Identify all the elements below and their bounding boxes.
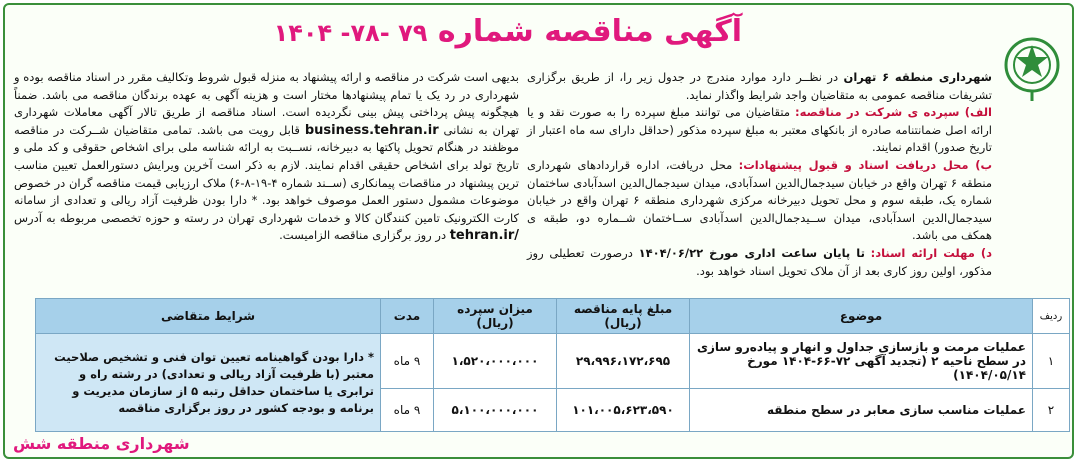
header-deposit: میزان سپرده (ریال) xyxy=(434,299,557,334)
terms-text: بدیهی است شرکت در مناقصه و ارائه پیشنهاد به منزله قبول شروط وتکالیف مقرر در اسناد مناقصه بوده و شهرداری در رد یک یا تمام پیشنهادها مختار است و هزینه آگهی به عهده برندگان مناقصه می باشد. ضمناً هیچگونه پیش پرداختی پیش بینی نگردیده است. اسناد مناقصه از طریق تالار آگهی معاملات شهرداری تهران به نشانی xyxy=(14,70,520,137)
municipality-logo-icon xyxy=(1002,35,1062,105)
row-subject: عملیات مرمت و بازسازی جداول و انهار و پیاده‌رو سازی در سطح ناحیه ۲ (تجدید آگهی ۷۲-۶۶-۱۴۰۴ مورخ ۱۴۰۴/۰۵/۱۴) xyxy=(690,334,1033,389)
tender-ad xyxy=(3,3,1074,459)
intro-bold: شهرداری منطقه ۶ تهران xyxy=(843,70,992,84)
tehran-site-link[interactable]: tehran.ir/ xyxy=(449,228,519,244)
instruction-text: لازم به ذکر است آخرین ویرایش دستورالعمل تعیین مناسب ترین پیشنهاد در مناقصات پیمانکاری (ســند شماره ۴-۱۹-۸-۶) ملاک ارزیابی قیمت مناقصه گران در خصوص موضوعات مشمول دستور العمل موصوف خواهد بود. * دارا بودن ظرفیت آزاد ریالی و تعدادی از سامانه کارت الکترونیک تامین کنندگان کالا و خدمات شهرداری تهران در رسته و حوزه تخصصی مربوطه به آدرس xyxy=(14,157,519,225)
row-base-amount: ۱۰۱،۰۰۵،۶۲۳،۵۹۰ xyxy=(557,389,690,432)
header-duration: مدت xyxy=(381,299,434,334)
deadline-date: تا پایان ساعت اداری مورخ ۱۴۰۴/۰۶/۲۲ xyxy=(638,245,865,260)
header-subject: موضوع xyxy=(690,299,1033,334)
row-base-amount: ۲۹،۹۹۶،۱۷۲،۶۹۵ xyxy=(557,334,690,389)
tender-table xyxy=(35,298,1070,432)
right-text-column xyxy=(527,69,992,280)
row-deposit: ۵،۱۰۰،۰۰۰،۰۰۰ xyxy=(434,389,557,432)
header-base-amount: مبلغ پایه مناقصه (ریال) xyxy=(557,299,690,334)
deadline-text: درصورت تعطیلی روز مذکور، اولین روز کاری بعد از آن ملاک تحویل اسناد خواهد بود. xyxy=(527,245,992,278)
table-row xyxy=(36,334,1070,389)
ad-title: آگهی مناقصه شماره ۷۹ -۷۸- ۱۴۰۴ xyxy=(273,14,742,49)
location-text: محل دریافت، اداره قراردادهای شهرداری منطقه ۶ تهران واقع در خیابان سیدجمال‌الدین اسدآبادی، میدان سیدجمال‌الدین اسدآبادی ساختمان شماره یک، طبقه سوم و محل تحویل دبیرخانه مرکزی شهرداری منطقه ۶ تهران واقع در خیابان سیدجمال‌الدین اسدآبادی، میدان ســیدجمال‌الدین اسدآبادی ســاختمان شــماره دو، طبقه ی همکف می باشد. xyxy=(527,157,993,243)
row-duration: ۹ ماه xyxy=(381,389,434,432)
row-duration: ۹ ماه xyxy=(381,334,434,389)
id-requirement-text: تمامی متقاضیان شــرکت در مناقصه موظفند در هنگام تحویل پاکتها به دبیرخانه، نســبت به ارائه شناسه ملی برای اشخاص حقوقی و کد ملی و تاریخ تولد برای اشخاص حقیقی اقدام نمایند. xyxy=(14,122,520,172)
conditions-cell: * دارا بودن گواهینامه تعیین توان فنی و تشخیص صلاحیت معتبر (با ظرفیت آزاد ریالی و تعدادی) در رشته راه و ترابری یا ساختمان حداقل رتبه ۵ از سازمان مدیریت و برنامه و بودجه کشور در روز برگزاری مناقصه xyxy=(36,334,381,432)
deposit-text: متقاضیان می توانند مبلغ سپرده را به صورت نقد و یا ارائه اصل ضمانتنامه صادره از بانکهای معتبر به مبلغ سپرده مذکور (حداقل دارای سه ماه اعتبار از تاریخ صدور) اقدام نمایند. xyxy=(527,105,992,155)
table-header-row xyxy=(36,299,1070,334)
intro-text: در نظــر دارد موارد مندرج در جدول زیر را، از طریق برگزاری تشریفات مناقصه عمومی به متقاضیان واجد شرایط واگذار نماید. xyxy=(527,70,992,102)
instruction-text-end: در روز برگزاری مناقصه الزامیست. xyxy=(279,228,447,243)
row-number: ۲ xyxy=(1033,389,1070,432)
header-conditions: شرایط متقاضی xyxy=(36,299,381,334)
business-site-link[interactable]: business.tehran.ir xyxy=(304,122,439,138)
header-row-number: ردیف xyxy=(1033,299,1070,334)
deposit-heading: الف) سپرده ی شرکت در مناقصه: xyxy=(795,105,993,120)
row-number: ۱ xyxy=(1033,334,1070,389)
location-heading: ب) محل دریافت اسناد و قبول پیشنهادات: xyxy=(738,157,993,172)
row-deposit: ۱،۵۲۰،۰۰۰،۰۰۰ xyxy=(434,334,557,389)
row-subject: عملیات مناسب سازی معابر در سطح منطقه xyxy=(690,389,1033,432)
terms-text-end: قابل رویت می باشد. xyxy=(196,122,300,137)
footer-signature: شهرداری منطقه شش xyxy=(13,434,190,453)
left-text-column xyxy=(14,69,519,245)
deadline-heading: د) مهلت ارائه اسناد: xyxy=(870,245,993,260)
